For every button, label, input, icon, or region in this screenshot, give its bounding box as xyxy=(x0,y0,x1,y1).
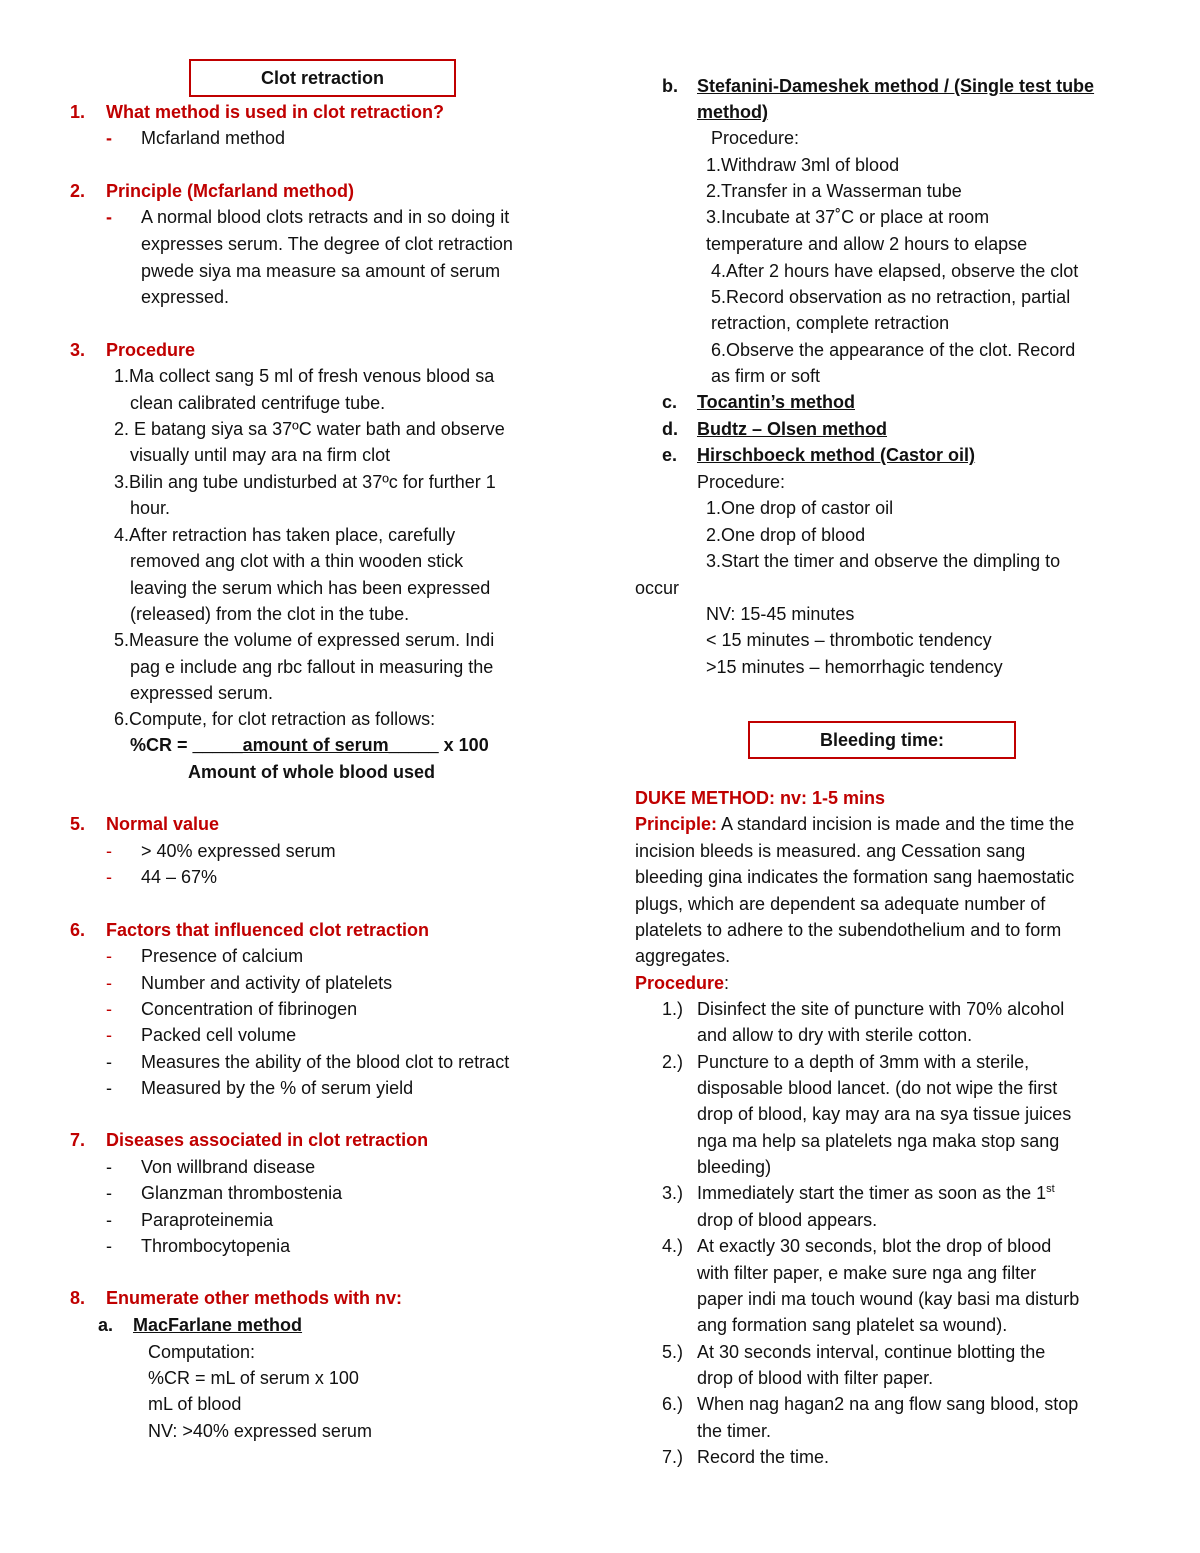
method-c-label: c. xyxy=(662,392,678,412)
method-e-nv: >15 minutes – hemorrhagic tendency xyxy=(706,657,1003,677)
q3-number: 3. xyxy=(70,340,86,360)
principle-line: platelets to adhere to the subendothelium and to form xyxy=(635,920,1062,940)
q1-heading: What method is used in clot retraction? xyxy=(106,102,445,122)
step-line: paper indi ma touch wound (kay basi ma disturb xyxy=(697,1289,1080,1309)
q3-heading: Procedure xyxy=(106,340,196,360)
step-line: the timer. xyxy=(697,1421,772,1441)
step-text: Immediately start the timer as soon as the 1 xyxy=(697,1183,1047,1203)
method-b-line: temperature and allow 2 hours to elapse xyxy=(706,234,1028,254)
method-b-line: 5.Record observation as no retraction, partial xyxy=(711,287,1071,307)
q3-line: pag e include ang rbc fallout in measuring the xyxy=(130,657,494,677)
step-line: ang formation sang platelet sa wound). xyxy=(697,1315,1008,1335)
step-number: 7.) xyxy=(662,1447,684,1467)
q5-heading: Normal value xyxy=(106,814,220,834)
method-b-title: Stefanini-Dameshek method / (Single test tube xyxy=(697,76,1095,96)
step-line: Disinfect the site of puncture with 70% alcohol xyxy=(697,999,1065,1019)
method-b-line: 2.Transfer in a Wasserman tube xyxy=(706,181,962,201)
method-c-title: Tocantin’s method xyxy=(697,392,856,412)
cr-formula-numerator: _____amount of serum_____ xyxy=(192,735,439,755)
q5-bullet: - xyxy=(106,841,112,861)
step-line: Record the time. xyxy=(697,1447,830,1467)
q3-line: expressed serum. xyxy=(130,683,274,703)
step-line: and allow to dry with sterile cotton. xyxy=(697,1025,973,1045)
q7-item: Glanzman thrombostenia xyxy=(141,1183,343,1203)
q2-line: pwede siya ma measure sa amount of serum xyxy=(141,261,501,281)
q2-line: A normal blood clots retracts and in so doing it xyxy=(141,207,510,227)
procedure-heading xyxy=(635,970,729,996)
q6-item: Concentration of fibrinogen xyxy=(141,999,358,1019)
clot-retraction-title: Clot retraction xyxy=(189,59,456,97)
q5-item: 44 – 67% xyxy=(141,867,218,887)
q6-bullet: - xyxy=(106,973,112,993)
step-number: 6.) xyxy=(662,1394,684,1414)
step-line: drop of blood appears. xyxy=(697,1210,878,1230)
step-line: drop of blood, kay may ara na sya tissue juices xyxy=(697,1104,1072,1124)
method-a-line: %CR = mL of serum x 100 xyxy=(148,1368,359,1388)
step-line: nga ma help sa platelets nga maka stop sang xyxy=(697,1131,1060,1151)
cr-formula-multiplier: x 100 xyxy=(438,735,489,755)
q7-item: Paraproteinemia xyxy=(141,1210,274,1230)
q7-item: Thrombocytopenia xyxy=(141,1236,291,1256)
q6-bullet: - xyxy=(106,999,112,1019)
method-a-line: Computation: xyxy=(148,1342,256,1362)
q3-line: removed ang clot with a thin wooden stick xyxy=(130,551,464,571)
method-b-label: b. xyxy=(662,76,678,96)
q6-bullet: - xyxy=(106,946,112,966)
q2-heading: Principle (Mcfarland method) xyxy=(106,181,355,201)
bleeding-time-title: Bleeding time: xyxy=(748,721,1016,759)
ordinal-suffix: st xyxy=(1046,1183,1055,1195)
q6-bullet: - xyxy=(106,1025,112,1045)
q7-bullet: - xyxy=(106,1183,112,1203)
q2-number: 2. xyxy=(70,181,86,201)
method-a-line: NV: >40% expressed serum xyxy=(148,1421,372,1441)
q3-line: 6.Compute, for clot retraction as follows: xyxy=(114,709,436,729)
method-e-line: 1.One drop of castor oil xyxy=(706,498,894,518)
q3-line: 3.Bilin ang tube undisturbed at 37ºc for further 1 xyxy=(114,472,496,492)
method-e-line: 2.One drop of blood xyxy=(706,525,866,545)
principle-line: bleeding gina indicates the formation sang haemostatic xyxy=(635,867,1075,887)
method-b-line: 1.Withdraw 3ml of blood xyxy=(706,155,900,175)
principle-line xyxy=(635,811,1074,837)
q7-bullet: - xyxy=(106,1210,112,1230)
cr-formula xyxy=(130,732,489,758)
method-b-line: 6.Observe the appearance of the clot. Record xyxy=(711,340,1076,360)
q2-line: expresses serum. The degree of clot retraction xyxy=(141,234,513,254)
method-e-title: Hirschboeck method (Castor oil) xyxy=(697,445,976,465)
q7-bullet: - xyxy=(106,1236,112,1256)
q1-bullet: - xyxy=(106,128,112,148)
q3-line: clean calibrated centrifuge tube. xyxy=(130,393,386,413)
step-number: 3.) xyxy=(662,1183,684,1203)
q5-number: 5. xyxy=(70,814,86,834)
q3-line: 5.Measure the volume of expressed serum. Indi xyxy=(114,630,495,650)
method-b-line: retraction, complete retraction xyxy=(711,313,950,333)
step-line: At 30 seconds interval, continue blotting the xyxy=(697,1342,1046,1362)
step-line: disposable blood lancet. (do not wipe the first xyxy=(697,1078,1058,1098)
step-line: Puncture to a depth of 3mm with a sterile, xyxy=(697,1052,1030,1072)
step-number: 2.) xyxy=(662,1052,684,1072)
method-d-label: d. xyxy=(662,419,678,439)
principle-line: aggregates. xyxy=(635,946,731,966)
method-b-line: 4.After 2 hours have elapsed, observe the clot xyxy=(711,261,1079,281)
cr-formula-lhs: %CR = xyxy=(130,735,193,755)
method-e-label: e. xyxy=(662,445,678,465)
step-line: bleeding) xyxy=(697,1157,772,1177)
q3-line: (released) from the clot in the tube. xyxy=(130,604,410,624)
q2-line: expressed. xyxy=(141,287,230,307)
q3-line: hour. xyxy=(130,498,171,518)
q5-bullet: - xyxy=(106,867,112,887)
q7-item: Von willbrand disease xyxy=(141,1157,316,1177)
q1-answer: Mcfarland method xyxy=(141,128,286,148)
q1-number: 1. xyxy=(70,102,86,122)
q6-item: Measured by the % of serum yield xyxy=(141,1078,414,1098)
principle-line: incision bleeds is measured. ang Cessation sang xyxy=(635,841,1026,861)
cr-formula-denominator: Amount of whole blood used xyxy=(188,762,435,782)
step-line: At exactly 30 seconds, blot the drop of blood xyxy=(697,1236,1052,1256)
q6-bullet: - xyxy=(106,1052,112,1072)
q6-bullet: - xyxy=(106,1078,112,1098)
q6-number: 6. xyxy=(70,920,86,940)
method-b-line: 3.Incubate at 37˚C or place at room xyxy=(706,207,990,227)
q7-heading: Diseases associated in clot retraction xyxy=(106,1130,429,1150)
q2-bullet: - xyxy=(106,207,112,227)
method-a-label: a. xyxy=(98,1315,114,1335)
method-a-title: MacFarlane method xyxy=(133,1315,303,1335)
method-e-nv: < 15 minutes – thrombotic tendency xyxy=(706,630,992,650)
method-b-line: as firm or soft xyxy=(711,366,821,386)
method-b-line: Procedure: xyxy=(711,128,800,148)
step-line xyxy=(697,1180,1055,1206)
q6-item: Packed cell volume xyxy=(141,1025,297,1045)
q3-line: visually until may ara na firm clot xyxy=(130,445,391,465)
q7-bullet: - xyxy=(106,1157,112,1177)
q8-number: 8. xyxy=(70,1288,86,1308)
method-e-nv: NV: 15-45 minutes xyxy=(706,604,855,624)
q6-item: Presence of calcium xyxy=(141,946,304,966)
q3-line: leaving the serum which has been expressed xyxy=(130,578,491,598)
q3-line: 1.Ma collect sang 5 ml of fresh venous blood sa xyxy=(114,366,495,386)
q8-heading: Enumerate other methods with nv: xyxy=(106,1288,403,1308)
step-number: 1.) xyxy=(662,999,684,1019)
method-e-line: Procedure: xyxy=(697,472,786,492)
principle-label: Principle: xyxy=(635,814,718,834)
q7-number: 7. xyxy=(70,1130,86,1150)
q3-line: 4.After retraction has taken place, carefully xyxy=(114,525,456,545)
q3-line: 2. E batang siya sa 37ºC water bath and observe xyxy=(114,419,505,439)
step-line: When nag hagan2 na ang flow sang blood, stop xyxy=(697,1394,1079,1414)
step-line: drop of blood with filter paper. xyxy=(697,1368,934,1388)
method-b-title-cont: method) xyxy=(697,102,768,122)
duke-method-heading: DUKE METHOD: nv: 1-5 mins xyxy=(635,788,886,808)
step-line: with filter paper, e make sure nga ang filter xyxy=(697,1263,1037,1283)
q6-item: Number and activity of platelets xyxy=(141,973,393,993)
procedure-label: Procedure xyxy=(635,973,725,993)
method-a-line: mL of blood xyxy=(148,1394,242,1414)
q5-item: > 40% expressed serum xyxy=(141,841,336,861)
principle-text: A standard incision is made and the time the xyxy=(717,814,1075,834)
q6-item: Measures the ability of the blood clot to retract xyxy=(141,1052,510,1072)
method-e-line: 3.Start the timer and observe the dimpling to xyxy=(706,551,1061,571)
principle-line: plugs, which are dependent sa adequate number of xyxy=(635,894,1046,914)
procedure-colon: : xyxy=(724,973,730,993)
step-number: 4.) xyxy=(662,1236,684,1256)
step-number: 5.) xyxy=(662,1342,684,1362)
method-d-title: Budtz – Olsen method xyxy=(697,419,888,439)
q6-heading: Factors that influenced clot retraction xyxy=(106,920,430,940)
method-e-line-cont: occur xyxy=(635,578,680,598)
